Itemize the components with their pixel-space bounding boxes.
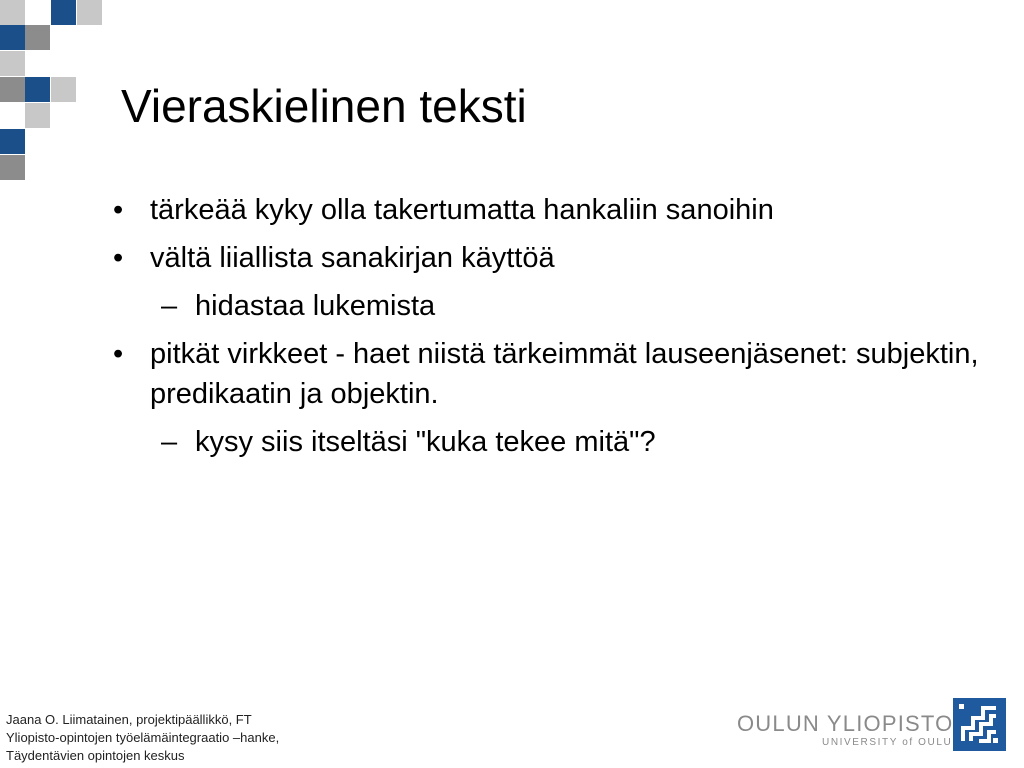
sub-bullet-item: [105, 422, 985, 462]
bullet-marker: •: [113, 194, 124, 226]
footer-line: Jaana O. Liimatainen, projektipäällikkö, FT: [6, 712, 252, 727]
bullet-item: [105, 238, 985, 278]
university-logo-icon: [953, 698, 1006, 751]
deco-square: [25, 103, 50, 128]
deco-square: [25, 25, 50, 50]
bullet-marker: •: [113, 242, 124, 274]
bullet-marker: •: [113, 338, 124, 370]
footer-author: [6, 711, 279, 765]
bullet-text: tärkeää kyky olla takertumatta hankaliin sanoihin: [150, 194, 774, 226]
bullet-text: kysy siis itseltäsi "kuka tekee mitä"?: [195, 426, 656, 458]
deco-square: [0, 77, 25, 102]
deco-square: [51, 0, 76, 25]
university-subtitle: UNIVERSITY of OULU: [822, 737, 953, 748]
bullet-item: [105, 334, 985, 414]
dash-marker: –: [161, 290, 178, 322]
bullet-list: [105, 190, 985, 470]
deco-square: [0, 25, 25, 50]
bullet-text: vältä liiallista sanakirjan käyttöä: [150, 242, 555, 274]
deco-square: [25, 77, 50, 102]
deco-square: [51, 77, 76, 102]
bullet-text: hidastaa lukemista: [195, 290, 436, 322]
footer-line: Täydentävien opintojen keskus: [6, 748, 185, 763]
sub-bullet-item: [105, 286, 985, 326]
slide-title: Vieraskielinen teksti: [121, 80, 527, 132]
university-name: OULUN YLIOPISTO: [737, 711, 954, 736]
deco-square: [77, 0, 102, 25]
bullet-item: [105, 190, 985, 230]
footer-line: Yliopisto-opintojen työelämäintegraatio –hanke,: [6, 730, 280, 745]
bullet-text: pitkät virkkeet - haet niistä tärkeimmät lauseenjäsenet: subjektin, predikaatin ja objektin.: [150, 338, 979, 410]
deco-square: [0, 0, 25, 25]
dash-marker: –: [161, 426, 178, 458]
deco-square: [0, 155, 25, 180]
oulu-emblem-icon: [953, 698, 1006, 751]
deco-square: [0, 51, 25, 76]
deco-square: [0, 129, 25, 154]
